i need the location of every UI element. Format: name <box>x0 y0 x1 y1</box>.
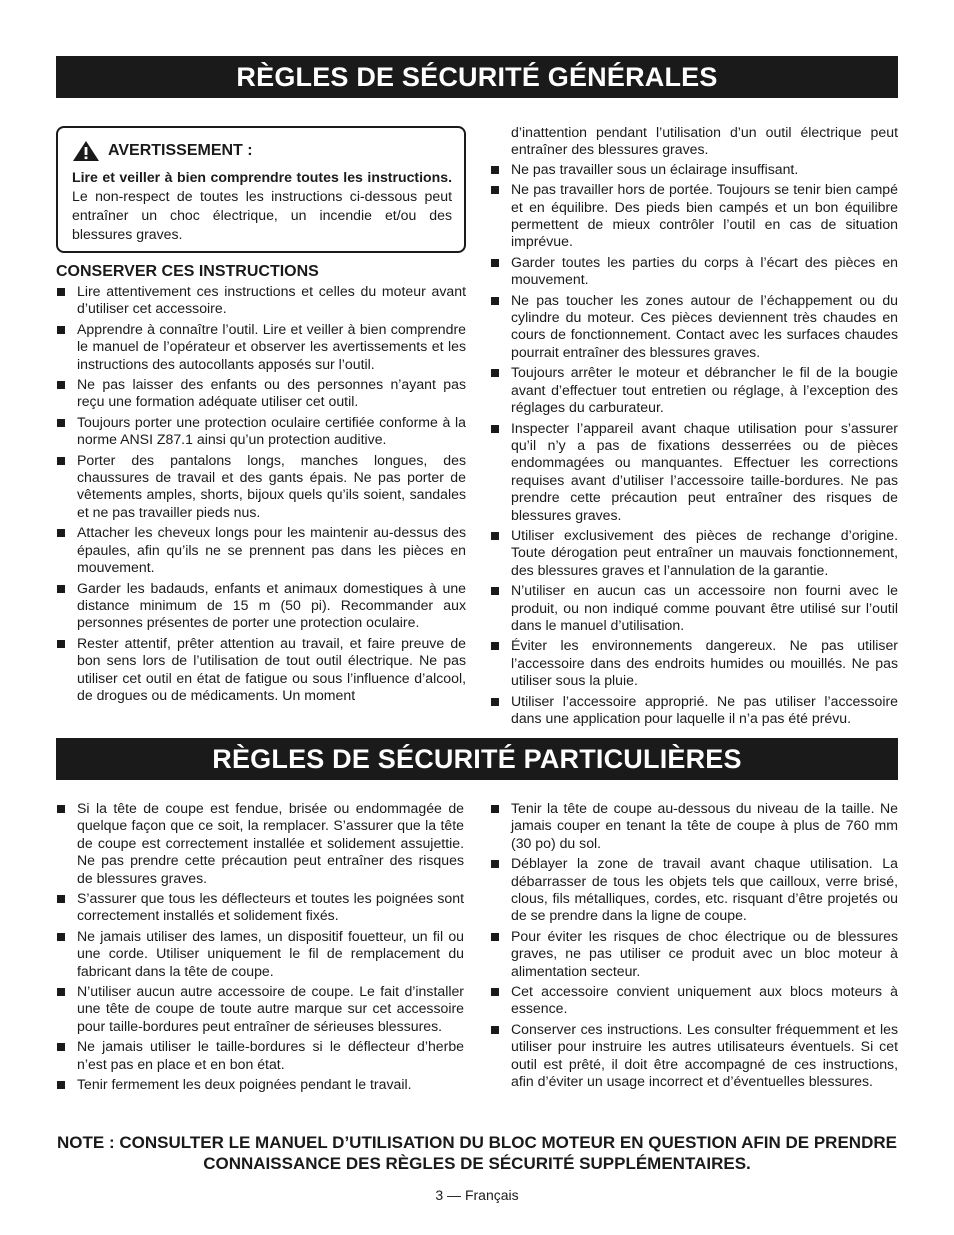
keep-instructions-heading: CONSERVER CES INSTRUCTIONS <box>56 263 319 280</box>
specific-left-list <box>56 800 464 1094</box>
list-item <box>490 181 898 251</box>
list-item <box>490 420 898 524</box>
list-item-text: Conserver ces instructions. Les consulter fréquemment et les utiliser pour instruire les autres utilisateurs éventuels. Si cet outil est prêté, il doit être accompagné de ces instructions, afin d’éviter un usage incorrect et d’éventuelles blessures. <box>511 1020 898 1090</box>
list-item-text: Déblayer la zone de travail avant chaque utilisation. La débarrasser de tous les objets tels que cailloux, verre brisé, clous, fils métalliques, cordes, etc. risquant d’être projetés ou de se prendre dans la ligne de coupe. <box>511 855 898 924</box>
list-item-text: Inspecter l’appareil avant chaque utilisation pour s’assurer qu’il n’y a pas de fixations desserrées ou de pièces endommagées ou manquantes. Effectuer les corrections requises avant d’utiliser l’accessoire taille-bordures. Ne pas prendre cette précaution peut entraîner des risques de blessures graves. <box>511 419 898 523</box>
list-item <box>490 800 898 852</box>
list-item-text: Garder toutes les parties du corps à l’écart des pièces en mouvement. <box>511 253 898 288</box>
list-item-text: Ne jamais utiliser des lames, un dispositif fouetteur, un fil ou une corde. Utiliser uniquement le fil de remplacement du fabricant dans la tête de coupe. <box>77 927 464 979</box>
list-item-text: Éviter les environnements dangereux. Ne pas utiliser l’accessoire dans des endroits humides ou mouillés. Ne pas utiliser sous la pluie. <box>511 637 898 689</box>
bullet-square-icon <box>491 698 499 706</box>
list-item-text: Utiliser l’accessoire approprié. Ne pas utiliser l’accessoire dans une application pour laquelle il n’a pas été prévu. <box>511 692 898 726</box>
list-item <box>56 1038 464 1073</box>
bullet-square-icon <box>491 297 499 305</box>
list-item <box>490 1021 898 1091</box>
list-item <box>56 376 466 411</box>
general-rules-right-column <box>490 124 898 730</box>
list-item-text: Ne pas travailler sous un éclairage insuffisant. <box>511 160 799 177</box>
bullet-square-icon <box>57 988 65 996</box>
specific-rules-banner: RÈGLES DE SÉCURITÉ PARTICULIÈRES <box>56 738 898 780</box>
bullet-square-icon <box>491 259 499 267</box>
general-rules-left-column <box>56 126 466 707</box>
list-item <box>56 928 464 980</box>
list-item-text: Porter des pantalons longs, manches longues, des chaussures de travail et des gants épais. Ne pas porter de vêtements amples, shorts, bijoux quels qu’ils soient, sandales et ne pas travailler pieds nus. <box>77 451 466 520</box>
list-item <box>490 693 898 728</box>
bullet-square-icon <box>57 585 65 593</box>
list-item <box>490 161 898 178</box>
page-number: 3 — Français <box>435 1187 519 1203</box>
specific-rules-left-column <box>56 800 464 1097</box>
list-item <box>56 1076 464 1093</box>
list-item-text: Utiliser exclusivement des pièces de rechange d’origine. Toute dérogation peut entraîner un mauvais fonctionnement, des blessures graves et l’annulation de la garantie. <box>511 526 898 578</box>
bullet-square-icon <box>57 895 65 903</box>
list-item <box>490 527 898 579</box>
warning-text <box>72 168 452 244</box>
bullet-square-icon <box>491 1026 499 1034</box>
specific-rules-right-column <box>490 800 898 1094</box>
bullet-square-icon <box>491 860 499 868</box>
list-item-text: N’utiliser en aucun cas un accessoire non fourni avec le produit, ou non indiqué comme pouvant être utilisé sur l’outil dans le manuel d’utilisation. <box>511 582 898 633</box>
list-item <box>56 321 466 373</box>
list-item <box>490 637 898 689</box>
note-text: NOTE : CONSULTER LE MANUEL D’UTILISATION DU BLOC MOTEUR EN QUESTION AFIN DE PRENDRE CONNAISSANCE DES RÈGLES DE SÉCURITÉ SUPPLÉMENTAIRES. <box>57 1133 897 1173</box>
list-item <box>490 364 898 416</box>
list-item-text: Si la tête de coupe est fendue, brisée ou endommagée de quelque façon que ce soit, la remplacer. S’assurer que la tête de coupe est correctement installée et solidement assujettie. Ne pas prendre cette précaution peut entraîner des risques de blessures graves. <box>77 800 464 886</box>
bullet-square-icon <box>57 326 65 334</box>
list-item-text: Tenir la tête de coupe au-dessous du niveau de la taille. Ne jamais couper en tenant la tête de coupe à plus de 760 mm (30 po) du sol. <box>511 800 898 851</box>
list-item <box>56 983 464 1035</box>
warning-title: AVERTISSEMENT : <box>108 142 253 160</box>
bullet-square-icon <box>57 381 65 389</box>
warning-triangle-icon <box>72 140 100 162</box>
bullet-square-icon <box>491 933 499 941</box>
list-item <box>56 283 466 318</box>
list-item <box>490 855 898 925</box>
bullet-square-icon <box>491 425 499 433</box>
warning-header <box>72 140 452 162</box>
list-item <box>56 580 466 632</box>
list-item-text: Toujours arrêter le moteur et débrancher le fil de la bougie avant d’effectuer tout entretien ou réglage, à l’exception des réglages du carburateur. <box>511 364 898 416</box>
list-item-text: Pour éviter les risques de choc électrique ou de blessures graves, ne pas utiliser ce produit avec un bloc moteur à alimentation secteur. <box>511 927 898 979</box>
general-rules-banner: RÈGLES DE SÉCURITÉ GÉNÉRALES <box>56 56 898 98</box>
bullet-square-icon <box>57 419 65 427</box>
list-item <box>56 414 466 449</box>
bullet-square-icon <box>57 805 65 813</box>
list-item-text: Apprendre à connaître l’outil. Lire et veiller à bien comprendre le manuel de l’opérateur et observer les avertissements et les instructions des autocollants apposés sur l’outil. <box>77 320 466 372</box>
bullet-square-icon <box>491 805 499 813</box>
bullet-square-icon <box>491 532 499 540</box>
list-item <box>490 292 898 362</box>
list-item <box>490 983 898 1018</box>
list-item <box>56 452 466 522</box>
bullet-square-icon <box>57 640 65 648</box>
specific-right-list <box>490 800 898 1091</box>
warning-body-text: Le non-respect de toutes les instructions ci-dessous peut entraîner un choc électrique, un incendie et/ou des blessures graves. <box>72 188 452 242</box>
list-item <box>56 800 464 887</box>
warning-bold-text: Lire et veiller à bien comprendre toutes les instructions. <box>72 169 452 185</box>
list-item-text: Ne pas laisser des enfants ou des personnes n’ayant pas reçu une formation adéquate utiliser cet outil. <box>77 376 466 410</box>
warning-box <box>56 126 466 253</box>
list-item-text: Cet accessoire convient uniquement aux blocs moteurs à essence. <box>511 983 898 1017</box>
list-item <box>490 928 898 980</box>
list-item-text: Attacher les cheveux longs pour les maintenir au-dessus des épaules, afin qu’ils ne se prennent pas dans les pièces en mouvement. <box>77 524 466 576</box>
bullet-square-icon <box>57 457 65 465</box>
general-left-list <box>56 283 466 704</box>
bullet-square-icon <box>57 1081 65 1089</box>
list-item-text: Rester attentif, prêter attention au travail, et faire preuve de bon sens lors de l’utilisation de tout outil électrique. Ne pas utiliser cet outil en état de fatigue ou sous l’influence d’alcool, de drogues ou de médicaments. Un moment <box>77 634 466 703</box>
bullet-square-icon <box>491 186 499 194</box>
list-item-text: Garder les badauds, enfants et animaux domestiques à une distance minimum de 15 m (50 pi). Recommander aux personnes présentes de porter une protection oculaire. <box>77 579 466 631</box>
bullet-square-icon <box>57 529 65 537</box>
list-item-text: Tenir fermement les deux poignées pendant le travail. <box>77 1076 412 1093</box>
bullet-square-icon <box>57 288 65 296</box>
list-item-text: Lire attentivement ces instructions et celles du moteur avant d’utiliser cet accessoire. <box>77 283 466 317</box>
list-item-text: Ne pas travailler hors de portée. Toujours se tenir bien campé et en équilibre. Des pieds bien campés et un bon équilibre permettent de mieux contrôler l’outil en cas de situation imprévue. <box>511 181 898 250</box>
list-item-text: Toujours porter une protection oculaire certifiée conforme à la norme ANSI Z87.1 ainsi qu’un protection auditive. <box>77 413 466 448</box>
list-item-text: Ne jamais utiliser le taille-bordures si le déflecteur d’herbe n’est pas en place et en bon état. <box>77 1038 464 1072</box>
list-item-text: Ne pas toucher les zones autour de l’échappement ou du cylindre du moteur. Ces pièces deviennent très chaudes en cours de fonctionnement. Contact avec les surfaces chaudes pourrait entraîner des blessures graves. <box>511 291 898 360</box>
list-item <box>56 524 466 576</box>
list-item <box>490 254 898 289</box>
list-item-text: S’assurer que tous les déflecteurs et toutes les poignées sont correctement installés et solidement fixés. <box>77 890 464 924</box>
bullet-square-icon <box>491 587 499 595</box>
bullet-square-icon <box>491 369 499 377</box>
list-item <box>490 582 898 634</box>
bullet-square-icon <box>57 933 65 941</box>
bullet-square-icon <box>57 1043 65 1051</box>
general-right-list <box>490 161 898 728</box>
bullet-square-icon <box>491 988 499 996</box>
list-item <box>56 635 466 705</box>
bullet-square-icon <box>491 642 499 650</box>
continued-paragraph: d’inattention pendant l’utilisation d’un outil électrique peut entraîner des blessures graves. <box>511 124 898 158</box>
list-item-text: N’utiliser aucun autre accessoire de coupe. Le fait d’installer une tête de coupe de toute autre marque sur cet accessoire pour taille-bordures peut entraîner de sérieuses blessures. <box>77 983 464 1034</box>
bullet-square-icon <box>491 166 499 174</box>
list-item <box>56 890 464 925</box>
